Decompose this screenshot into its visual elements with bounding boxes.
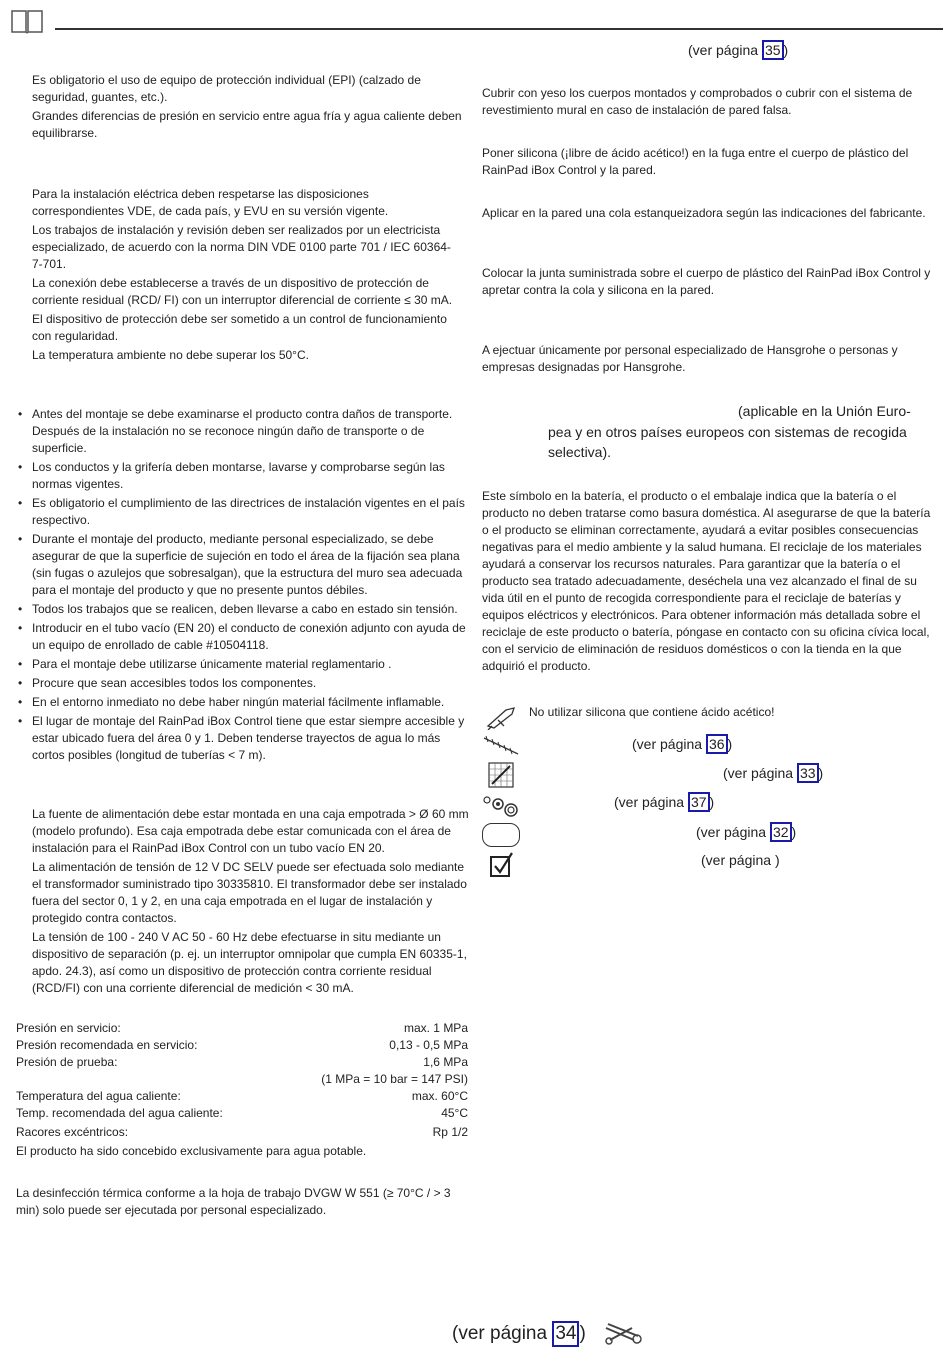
eu-note-line2: pea y en otros países europeos con sistemas de recogida selectiva). bbox=[548, 424, 907, 460]
adhesive-paragraph: Aplicar en la pared una cola estanqueizadora según las indicaciones del fabricante. bbox=[482, 206, 926, 220]
page-link[interactable]: 34 bbox=[552, 1321, 579, 1347]
silicone-note: No utilizar silicona que contiene ácido acético! bbox=[529, 705, 775, 719]
spec-row: Presión en servicio: max. 1 MPa bbox=[16, 1021, 468, 1035]
page-link[interactable]: 33 bbox=[797, 763, 819, 783]
eu-note-line1: (aplicable en la Unión Euro- bbox=[738, 403, 911, 419]
bullet-item: • Es obligatorio el cumplimiento de las directrices de instalación vigentes en el país respectivo. bbox=[16, 495, 470, 529]
bullet-item: • En el entorno inmediato no debe haber ningún material fácilmente inflamable. bbox=[16, 694, 470, 711]
page-link[interactable]: 32 bbox=[770, 822, 792, 842]
silicone-gun-icon bbox=[484, 704, 518, 730]
power-paragraph: La fuente de alimentación debe estar montada en una caja empotrada > Ø 60 mm (modelo profundo). Esa caja empotrada debe estar comunicada con el área de instalación para el RainPad iBox Control con un tubo vacío EN 20. bbox=[32, 807, 469, 855]
manual-book-icon bbox=[10, 8, 44, 34]
bullet-item: • Durante el montaje del producto, mediante personal especializado, se debe asegurar de que la superficie de sujeción en todo el área de la fijación sea plana (sin fugas o azulejos que sobresalgan), que la estructura del muro sea adecuada para el montaje del producto y que no presente puntos débiles. bbox=[16, 531, 470, 599]
power-paragraph: La alimentación de tensión de 12 V DC SELV puede ser efectuada solo mediante el transformador suministrado tipo 30335810. El transformador debe ser instalado fuera del sector 0, 1 y 2, en una caja empotrada en el lugar de instalación y protegido contra contactos. bbox=[32, 860, 467, 925]
recycling-paragraph: Este símbolo en la batería, el producto o el embalaje indica que la batería o el producto no deben tratarse como basura doméstica. Al asegurarse de que la batería o el producto se eliminan correctamente, ayudará a evitar posibles consecuencias negativas para el medio ambiente y la salud humana. El reciclaje de los materiales ayudará a conservar los recursos naturales. Para garantizar que la batería o el producto sea tratado adecuadamente, deséchela una vez alcanzado el final de su vida útil en el punto de recogida correspondiente para el reciclaje de baterías y equipos eléctricos y electrónicos. Para obtener información más detallada sobre el reciclaje de este producto o batería, póngase en contacto con su oficina cívica local, con el servicio de eliminación de residuos domésticos o con la tienda en la que adquirió el producto. bbox=[482, 489, 931, 673]
spec-row: Temperatura del agua caliente: max. 60°C bbox=[16, 1089, 468, 1103]
wrench-icon bbox=[604, 1322, 644, 1346]
test-seal-icon bbox=[490, 852, 514, 878]
potable-water-note: El producto ha sido concebido exclusivamente para agua potable. bbox=[16, 1144, 367, 1158]
electrical-paragraph: El dispositivo de protección debe ser sometido a un control de funcionamiento con regularidad. bbox=[32, 312, 447, 343]
page-link[interactable]: 35 bbox=[762, 40, 784, 60]
disinfection-note: La desinfección térmica conforme a la hoja de trabajo DVGW W 551 (≥ 70°C / > 3 min) solo puede ser ejecutada por personal especializado. bbox=[16, 1186, 451, 1217]
bullet-item: • Introducir en el tubo vacío (EN 20) el conducto de conexión adjunto con ayuda de un equipo de enrollado de cable #10504118. bbox=[16, 620, 470, 654]
cleaning-icon bbox=[482, 823, 520, 847]
page-link[interactable]: 37 bbox=[688, 792, 710, 812]
electrical-paragraph: Para la instalación eléctrica deben respetarse las disposiciones correspondientes VDE, de cada país, y EVU en su versión vigente. bbox=[32, 187, 389, 218]
safety-paragraph: Es obligatorio el uso de equipo de protección individual (EPI) (calzado de seguridad, guantes, etc.). bbox=[32, 73, 421, 104]
bullet-item: • Todos los trabajos que se realicen, deben llevarse a cabo en estado sin tensión. bbox=[16, 601, 470, 618]
top-page-reference: (ver página 35 ) bbox=[688, 42, 789, 58]
bullet-item: • Procure que sean accesibles todos los componentes. bbox=[16, 675, 470, 692]
spec-row: Presión recomendada en servicio: 0,13 - 0,5 MPa bbox=[16, 1038, 468, 1052]
bullet-item: • Los conductos y la grifería deben montarse, lavarse y comprobarse según las normas vigentes. bbox=[16, 459, 470, 493]
ref-cleaning: (ver página 32 ) bbox=[696, 824, 797, 840]
safety-notes bbox=[32, 72, 472, 144]
electrical-paragraph: La conexión debe establecerse a través de un dispositivo de protección de corriente residual (RCD/ FI) con un interruptor diferencial de corriente ≤ 30 mA. bbox=[32, 276, 453, 307]
plaster-paragraph: Cubrir con yeso los cuerpos montados y comprobados o cubrir con el sistema de revestimiento mural en caso de instalación de pared falsa. bbox=[482, 86, 913, 117]
power-supply-notes bbox=[32, 806, 470, 999]
silicone-paragraph: Poner silicona (¡libre de ácido acético!) en la fuga entre el cuerpo de plástico del RainPad iBox Control y la pared. bbox=[482, 146, 909, 177]
ref-exploded-view: (ver página 33 ) bbox=[723, 765, 824, 781]
bullet-item: • El lugar de montaje del RainPad iBox Control tiene que estar siempre accesible y estar ubicado fuera del área 0 y 1. Deben tenderse trayectos de agua lo más cortos posibles (longitud de tuberías < 7 m). bbox=[16, 713, 470, 764]
electrical-notes bbox=[32, 186, 460, 366]
spare-parts-icon bbox=[482, 794, 520, 820]
ref-dimensions: (ver página 36 ) bbox=[632, 736, 733, 752]
bullet-item: • Antes del montaje se debe examinarse el producto contra daños de transporte. Después de la instalación no se reconoce ningún daño de transporte o de superficie. bbox=[16, 406, 470, 457]
safety-paragraph: Grandes diferencias de presión en servicio entre agua fría y agua caliente deben equilibrarse. bbox=[32, 109, 462, 140]
service-paragraph: A ejectuar únicamente por personal especializado de Hansgrohe o personas y empresas designadas por Hansgrohe. bbox=[482, 343, 898, 374]
power-paragraph: La tensión de 100 - 240 V AC 50 - 60 Hz debe efectuarse in situ mediante un dispositivo de separación (p. ej. un interruptor omnipolar que cumpla EN 60335-1, apdo. 24.3), así como un dispositivo de protección contra corriente residual (RCD/FI) con una corriente diferencial de medición < 30 mA. bbox=[32, 930, 467, 995]
ref-spare-parts: (ver página 37 ) bbox=[614, 794, 715, 810]
header-rule bbox=[55, 28, 943, 30]
spec-row: Presión de prueba: 1,6 MPa bbox=[16, 1055, 468, 1069]
technical-data bbox=[16, 1020, 468, 1160]
electrical-paragraph: La temperatura ambiente no debe superar los 50°C. bbox=[32, 348, 309, 362]
footer-page-reference: (ver página 34 ) bbox=[452, 1321, 586, 1347]
spec-row: Racores excéntricos: Rp 1/2 bbox=[16, 1125, 468, 1139]
installation-bullets bbox=[16, 406, 470, 766]
gasket-paragraph: Colocar la junta suministrada sobre el cuerpo de plástico del RainPad iBox Control y apretar contra la cola y silicona en la pared. bbox=[482, 266, 931, 297]
page-link[interactable]: 36 bbox=[706, 734, 728, 754]
spec-row: Temp. recomendada del agua caliente: 45°C bbox=[16, 1106, 468, 1120]
exploded-view-icon bbox=[488, 762, 514, 788]
ref-test-seal: (ver página ) bbox=[701, 852, 780, 868]
electrical-paragraph: Los trabajos de instalación y revisión deben ser realizados por un electricista especializado, de acuerdo con la norma DIN VDE 0100 parte 701 / IEC 60364-7-701. bbox=[32, 223, 451, 271]
bullet-item: • Para el montaje debe utilizarse únicamente material reglamentario . bbox=[16, 656, 470, 673]
spec-row: (1 MPa = 10 bar = 147 PSI) bbox=[321, 1072, 468, 1086]
dimensions-icon bbox=[482, 734, 520, 758]
